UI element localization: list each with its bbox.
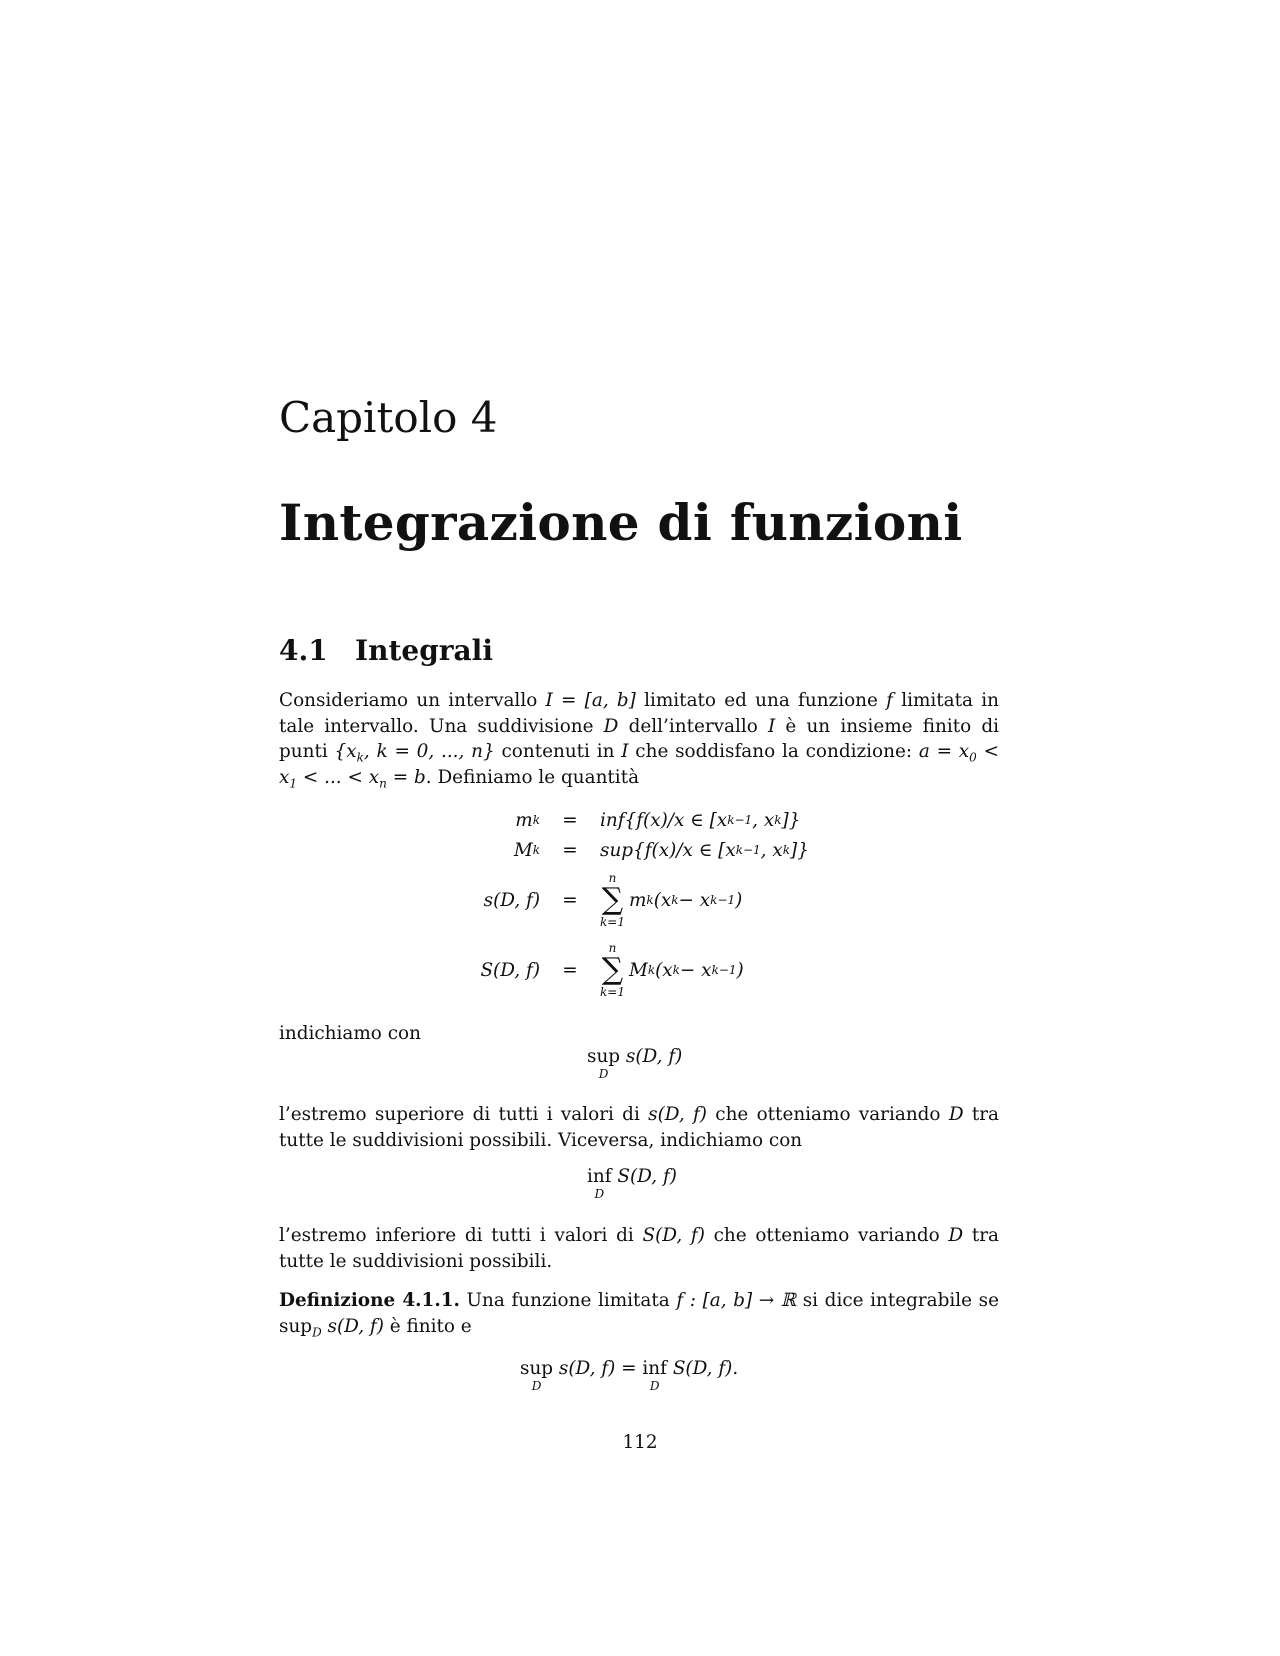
- equation-lhs: m k: [515, 809, 540, 831]
- equation-rhs: sup{f(x)/x ∈ [x k−1 , x k ]}: [600, 839, 809, 861]
- paragraph-indichiamo: indichiamo con: [279, 1023, 421, 1044]
- summation-symbol: n ∑ k=1: [600, 941, 625, 999]
- equals-sign: =: [562, 839, 578, 861]
- paragraph-estremo-superiore: l’estremo superiore di tutti i valori di s(D, f) che otteniamo variando D tra tutte le suddivisioni possibili. Viceversa, indichiamo con: [279, 1104, 1000, 1151]
- equation-lhs: s(D, f): [483, 889, 540, 911]
- equation-array: [440, 805, 880, 1005]
- equation-rhs: n ∑ k=1 m k (x k − x k−1 ): [600, 871, 743, 929]
- paragraph-estremo-inferiore: l’estremo inferiore di tutti i valori di S(D, f) che otteniamo variando D tra tutte le suddivisioni possibili.: [279, 1225, 999, 1272]
- chapter-title: Integrazione di funzioni: [279, 493, 963, 552]
- definition-paragraph: Definizione 4.1.1. Una funzione limitata f : [a, b] → ℝ si dice integrabile se sup$_D$ s(D, f) è finito e: [279, 1290, 1000, 1340]
- equals-sign: =: [562, 889, 578, 911]
- summation-symbol: n ∑ k=1: [600, 871, 625, 929]
- section-title: Integrali: [355, 634, 493, 667]
- equals-sign: =: [562, 959, 578, 981]
- equation-rhs: inf{f(x)/x ∈ [x k−1 , x k ]}: [600, 809, 801, 831]
- section-number: 4.1: [279, 634, 328, 667]
- equals-sign: =: [562, 809, 578, 831]
- display-integrability-condition: sup D s(D, f) = inf D S(D, f).: [520, 1358, 739, 1393]
- section-heading: [279, 633, 999, 669]
- definition-label: Definizione 4.1.1.: [279, 1290, 460, 1311]
- equation-rhs: n ∑ k=1 M k (x k − x k−1 ): [600, 941, 744, 999]
- display-sup: sup D s(D, f): [587, 1046, 683, 1081]
- chapter-label: Capitolo 4: [279, 393, 498, 442]
- equation-lhs: S(D, f): [480, 959, 540, 981]
- paragraph-intro: Consideriamo un intervallo I = [a, b] limitato ed una funzione f limitata in tale intervallo. Una suddivisione D dell’intervallo I è un insieme finito di punti {$x_k$, k = 0, ..., n} contenuti in I che soddisfano la condizione: $a = x_0 < x_1$ < ... < $x_n = b$. Definiamo le quantità: [279, 690, 999, 791]
- equation-lhs: M k: [513, 839, 540, 861]
- display-inf: inf D S(D, f): [587, 1166, 677, 1201]
- page-number: 112: [622, 1432, 658, 1453]
